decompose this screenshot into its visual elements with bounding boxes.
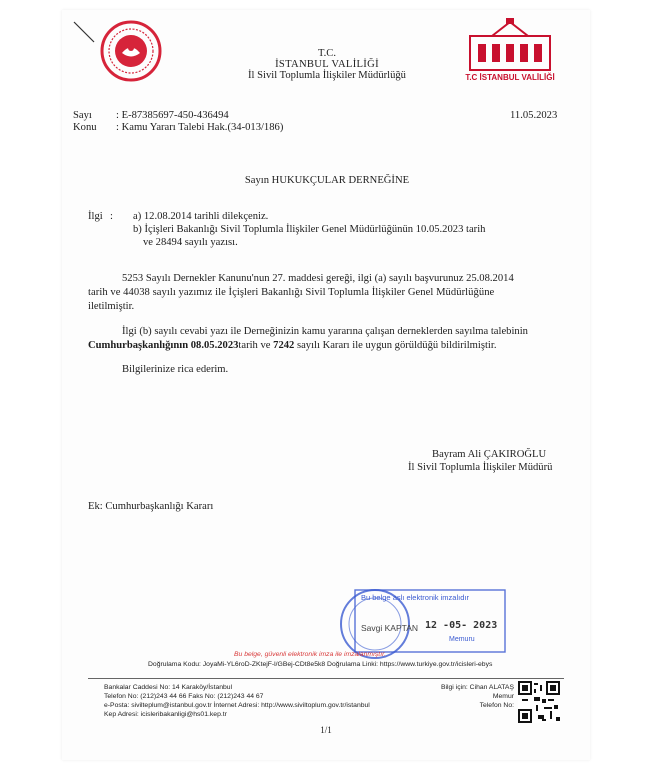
paragraph-1-line-1: 5253 Sayılı Dernekler Kanunu'nun 27. maddesi gereği, ilgi (a) sayılı başvurunuz 25.08.2014 <box>122 273 514 284</box>
document-date: 11.05.2023 <box>510 110 558 121</box>
decision-number-bold: 7242 <box>273 340 295 351</box>
corner-pen-mark <box>72 20 96 44</box>
konu-label: Konu <box>73 122 97 133</box>
closing-text: Bilgilerinize rica ederim. <box>122 364 229 375</box>
logo-right-label: T.C İSTANBUL VALİLİĞİ <box>465 73 555 82</box>
paragraph-1-line-3: iletilmiştir. <box>88 301 135 312</box>
valilik-seal-logo <box>100 20 162 82</box>
attachment-note: Ek: Cumhurbaşkanlığı Kararı <box>88 501 214 512</box>
signatory-name: Bayram Ali ÇAKIROĞLU <box>432 449 547 460</box>
paragraph-2-end: sayılı Kararı ile uygun görüldüğü bildirilmiştir. <box>294 340 497 351</box>
footer-phone: Telefon No: (212)243 44 66 Faks No: (212)243 44 67 <box>104 693 264 700</box>
decision-date-bold: Cumhurbaşkanlığının 08.05.2023 <box>88 340 239 351</box>
footer-kep: Kep Adresi: icisleribakanligi@hs01.kep.tr <box>104 711 227 718</box>
footer-info-phone: Telefon No: <box>479 702 514 709</box>
footer-info-contact: Bilgi için: Cihan ALATAŞ <box>440 684 514 691</box>
paragraph-1-line-2: tarih ve 44038 sayılı yazımız ile İçişleri Bakanlığı Sivil Toplumla İlişkiler Genel Müdürlüğüne <box>88 287 495 298</box>
qr-code <box>518 681 560 723</box>
konu-value: : Kamu Yararı Talebi Hak.(34-013/186) <box>116 122 284 133</box>
footer-divider <box>88 678 564 679</box>
ilgi-label: İlgi <box>88 211 103 222</box>
paragraph-2-line-2 <box>88 339 496 352</box>
ilgi-a: a) 12.08.2014 tarihli dilekçeniz. <box>133 211 269 222</box>
stamp-date: 12 -05- 2023 <box>425 620 498 631</box>
ilgi-colon: : <box>110 211 113 222</box>
signatory-title: İl Sivil Toplumla İlişkiler Müdürü <box>408 462 553 473</box>
recipient: Sayın HUKUKÇULAR DERNEĞİNE <box>244 175 410 186</box>
page-number: 1/1 <box>320 725 332 735</box>
footer-address: Bankalar Caddesi No: 14 Karaköy/İstanbul <box>104 684 233 691</box>
istanbul-valiligi-building-logo <box>462 16 558 88</box>
stamp-name: Savgi KAPTAN <box>361 623 419 633</box>
paragraph-2-mid: tarih ve <box>238 340 274 351</box>
e-signature-note: Bu belge, güvenli elektronik imza ile imzalanmıştır. <box>234 651 386 658</box>
footer-email: e-Posta: sivilteplum@istanbul.gov.tr İnternet Adresi: http://www.siviltoplum.gov.tr/istanbul <box>104 702 370 709</box>
header-valilik: İSTANBUL VALİLİĞİ <box>275 59 379 70</box>
ilgi-b-line2: ve 28494 sayılı yazısı. <box>143 237 238 248</box>
footer-info-role: Memur <box>492 693 514 700</box>
stamp-role: Memuru <box>449 636 475 643</box>
header-tc: T.C. <box>317 48 337 59</box>
document-page <box>62 10 590 760</box>
header-mudurluk: İl Sivil Toplumla İlişkiler Müdürlüğü <box>248 70 406 81</box>
sayi-label: Sayı <box>73 110 92 121</box>
ilgi-b-line1: b) İçişleri Bakanlığı Sivil Toplumla İlişkiler Genel Müdürlüğünün 10.05.2023 tarih <box>133 224 486 235</box>
paragraph-2-line-1: İlgi (b) sayılı cevabi yazı ile Derneğinizin kamu yararına çalışan derneklerden sayılma talebinin <box>122 326 528 337</box>
stamp-line-1: Bu belge aslı elektronik imzalıdır <box>361 593 469 602</box>
sayi-value: : E-87385697-450-436494 <box>116 110 229 121</box>
verification-code-line: Doğrulama Kodu: JoyaMi-YL6roD-ZKtejF-l/GBej-CDt8e5k8 Doğrulama Linki: https://www.turkiye.gov.tr/icisleri-ebys <box>148 661 493 668</box>
